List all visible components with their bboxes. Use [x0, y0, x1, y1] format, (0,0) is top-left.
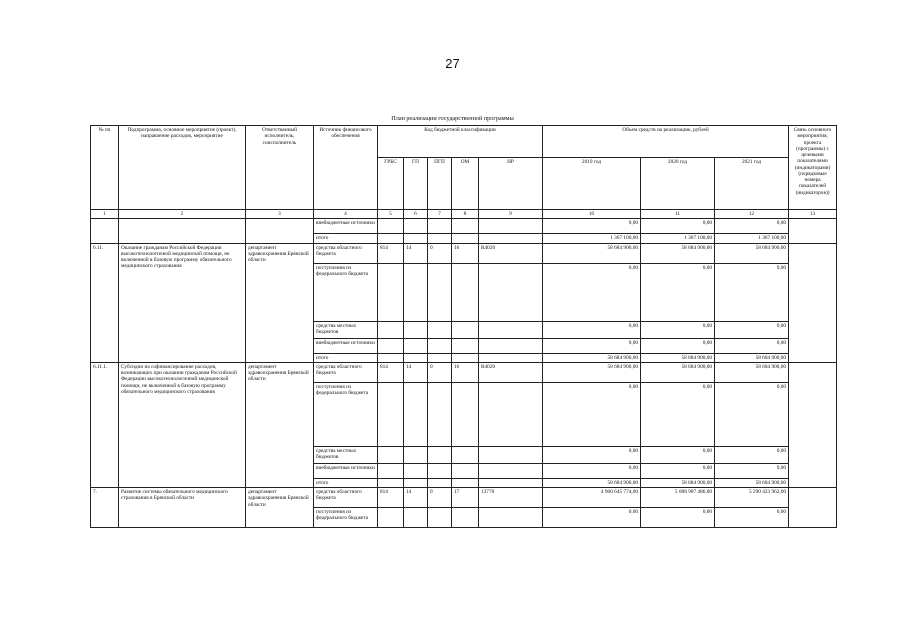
header-responsible: Ответственный исполнитель, соисполнитель	[246, 126, 314, 210]
header-2021: 2021 год	[715, 158, 789, 210]
cell-empty	[479, 353, 543, 362]
cell-empty	[378, 234, 404, 243]
cell-empty	[789, 488, 837, 528]
cell-empty	[404, 478, 428, 487]
value-2020: 0,00	[641, 382, 715, 446]
item-number: 6.11.	[91, 243, 119, 362]
value-2021: 0,00	[715, 219, 789, 234]
value-2021: 1 367 100,00	[715, 234, 789, 243]
cell-empty	[246, 219, 314, 243]
value-2019: 0,00	[543, 463, 641, 478]
cell-empty	[452, 263, 479, 321]
value-2019: 0,00	[543, 382, 641, 446]
item-number: 7.	[91, 488, 119, 528]
source-cell: внебюджетные источники	[314, 463, 378, 478]
source-cell: поступления из федерального бюджета	[314, 382, 378, 446]
source-cell: внебюджетные источники	[314, 338, 378, 353]
value-2019: 58 684 900,00	[543, 243, 641, 263]
cell-empty	[119, 219, 246, 243]
value-2020: 5 088 987 486,00	[641, 488, 715, 508]
cell-empty	[404, 508, 428, 528]
cell-empty	[789, 362, 837, 487]
header-om: ОМ	[452, 158, 479, 210]
cell-empty	[789, 243, 837, 362]
source-cell: средства местных бюджетов	[314, 446, 378, 463]
cell-empty	[479, 219, 543, 234]
header-bk-code: Код бюджетной классификации	[378, 126, 543, 158]
item-name: Субсидии на софинансирование расходов, возникающих при оказании гражданам Российской Федерации высокотехнологичной медицинской помощи, не включенной в базовую программу обязательного медицинского страхования	[119, 362, 246, 487]
cell-empty	[428, 463, 452, 478]
cell-empty	[404, 446, 428, 463]
value-2020: 0,00	[641, 338, 715, 353]
cell-empty	[404, 321, 428, 338]
code-nr: R4020	[479, 362, 543, 382]
item-responsible: департамент здравоохранения Брянской области	[246, 362, 314, 487]
page-number: 27	[445, 56, 460, 71]
cell-empty	[452, 321, 479, 338]
code-nr: 13770	[479, 488, 543, 508]
source-cell: итого	[314, 234, 378, 243]
cell-empty	[378, 446, 404, 463]
cell-empty	[428, 234, 452, 243]
cell-empty	[378, 353, 404, 362]
col-number: 11	[641, 210, 715, 219]
value-2021: 5 290 423 962,00	[715, 488, 789, 508]
col-number: 10	[543, 210, 641, 219]
col-number: 3	[246, 210, 314, 219]
code-grbs: 814	[378, 362, 404, 382]
cell-empty	[428, 478, 452, 487]
source-cell: средства местных бюджетов	[314, 321, 378, 338]
cell-empty	[479, 382, 543, 446]
cell-empty	[452, 478, 479, 487]
value-2021: 58 684 900,00	[715, 478, 789, 487]
header-2019: 2019 год	[543, 158, 641, 210]
cell-empty	[479, 463, 543, 478]
cell-empty	[428, 219, 452, 234]
value-2021: 0,00	[715, 321, 789, 338]
cell-empty	[404, 338, 428, 353]
table-row	[91, 243, 837, 263]
cell-empty	[428, 508, 452, 528]
cell-empty	[428, 382, 452, 446]
cell-empty	[404, 463, 428, 478]
col-number: 12	[715, 210, 789, 219]
cell-empty	[479, 508, 543, 528]
table-row	[91, 219, 837, 234]
value-2021: 0,00	[715, 463, 789, 478]
code-pgp: 0	[428, 362, 452, 382]
header-link: Связь основного мероприятия, проекта (программы) с целевыми показателями (индикаторами) (порядковые номера показателей (индикаторов))	[789, 126, 837, 210]
value-2019: 0,00	[543, 219, 641, 234]
header-gp: ГП	[404, 158, 428, 210]
value-2020: 0,00	[641, 263, 715, 321]
cell-empty	[378, 263, 404, 321]
value-2019: 0,00	[543, 263, 641, 321]
column-number-row	[91, 210, 837, 219]
cell-empty	[452, 446, 479, 463]
cell-empty	[452, 382, 479, 446]
cell-empty	[452, 219, 479, 234]
col-number: 6	[404, 210, 428, 219]
table-row	[91, 362, 837, 382]
cell-empty	[479, 321, 543, 338]
header-2020: 2020 год	[641, 158, 715, 210]
header-pgp: ПГП	[428, 158, 452, 210]
source-cell: итого	[314, 478, 378, 487]
col-number: 7	[428, 210, 452, 219]
value-2019: 58 684 900,00	[543, 478, 641, 487]
source-cell: поступления из федерального бюджета	[314, 508, 378, 528]
code-grbs: 814	[378, 243, 404, 263]
value-2019: 0,00	[543, 321, 641, 338]
cell-empty	[404, 353, 428, 362]
item-responsible: департамент здравоохранения Брянской области	[246, 488, 314, 528]
header-grbs: ГРБС	[378, 158, 404, 210]
cell-empty	[378, 508, 404, 528]
code-gp: 14	[404, 243, 428, 263]
cell-empty	[428, 446, 452, 463]
cell-empty	[428, 353, 452, 362]
value-2021: 0,00	[715, 508, 789, 528]
code-om: 16	[452, 243, 479, 263]
value-2020: 58 684 900,00	[641, 243, 715, 263]
cell-empty	[404, 234, 428, 243]
cell-empty	[378, 219, 404, 234]
code-gp: 14	[404, 362, 428, 382]
code-nr: R4020	[479, 243, 543, 263]
value-2020: 0,00	[641, 321, 715, 338]
cell-empty	[789, 219, 837, 243]
value-2019: 0,00	[543, 508, 641, 528]
value-2020: 58 684 900,00	[641, 478, 715, 487]
col-number: 9	[479, 210, 543, 219]
value-2020: 58 684 900,00	[641, 353, 715, 362]
value-2020: 58 684 900,00	[641, 362, 715, 382]
cell-empty	[479, 234, 543, 243]
cell-empty	[452, 338, 479, 353]
header-subprogram: Подпрограмма, основное мероприятие (проект), направление расходов, мероприятие	[119, 126, 246, 210]
value-2021: 58 684 900,00	[715, 362, 789, 382]
value-2020: 1 367 100,00	[641, 234, 715, 243]
header-volume: Объем средств на реализацию, рублей	[543, 126, 789, 158]
item-responsible: департамент здравоохранения Брянской области	[246, 243, 314, 362]
value-2020: 0,00	[641, 219, 715, 234]
code-pgp: 0	[428, 243, 452, 263]
header-source: Источник финансового обеспечения	[314, 126, 378, 210]
cell-empty	[378, 463, 404, 478]
cell-empty	[479, 478, 543, 487]
cell-empty	[479, 263, 543, 321]
value-2021: 0,00	[715, 338, 789, 353]
source-cell: средства областного бюджета	[314, 488, 378, 508]
cell-empty	[378, 382, 404, 446]
col-number: 2	[119, 210, 246, 219]
value-2019: 0,00	[543, 446, 641, 463]
value-2019: 58 684 900,00	[543, 362, 641, 382]
item-name: Оказание гражданам Российской Федерации высокотехнологичной медицинской помощи, не включенной в базовую программу обязательного медицинского страхования	[119, 243, 246, 362]
code-grbs: 814	[378, 488, 404, 508]
value-2019: 58 684 900,00	[543, 353, 641, 362]
value-2021: 0,00	[715, 263, 789, 321]
cell-empty	[428, 338, 452, 353]
cell-empty	[91, 219, 119, 243]
cell-empty	[404, 382, 428, 446]
cell-empty	[479, 446, 543, 463]
value-2020: 0,00	[641, 508, 715, 528]
source-cell: средства областного бюджета	[314, 362, 378, 382]
table-title: План реализации государственной программы	[391, 115, 514, 122]
col-number: 13	[789, 210, 837, 219]
header-no: № пп	[91, 126, 119, 210]
value-2021: 0,00	[715, 446, 789, 463]
source-cell: средства областного бюджета	[314, 243, 378, 263]
cell-empty	[404, 263, 428, 321]
cell-empty	[404, 219, 428, 234]
header-nr: НР	[479, 158, 543, 210]
cell-empty	[479, 338, 543, 353]
source-cell: внебюджетные источники	[314, 219, 378, 234]
value-2019: 1 367 100,00	[543, 234, 641, 243]
value-2021: 58 684 900,00	[715, 353, 789, 362]
cell-empty	[428, 321, 452, 338]
value-2021: 0,00	[715, 382, 789, 446]
cell-empty	[452, 463, 479, 478]
col-number: 5	[378, 210, 404, 219]
item-number: 6.11.1.	[91, 362, 119, 487]
value-2020: 0,00	[641, 463, 715, 478]
col-number: 8	[452, 210, 479, 219]
cell-empty	[452, 508, 479, 528]
col-number: 1	[91, 210, 119, 219]
value-2019: 0,00	[543, 338, 641, 353]
table-row	[91, 488, 837, 508]
code-om: 16	[452, 362, 479, 382]
code-pgp: 0	[428, 488, 452, 508]
cell-empty	[378, 338, 404, 353]
code-gp: 14	[404, 488, 428, 508]
header-row	[91, 126, 837, 158]
source-cell: поступления из федерального бюджета	[314, 263, 378, 321]
code-om: 17	[452, 488, 479, 508]
cell-empty	[428, 263, 452, 321]
value-2020: 0,00	[641, 446, 715, 463]
plan-table	[90, 125, 837, 528]
source-cell: итого	[314, 353, 378, 362]
cell-empty	[378, 321, 404, 338]
col-number: 4	[314, 210, 378, 219]
value-2019: 4 900 645 774,00	[543, 488, 641, 508]
cell-empty	[452, 353, 479, 362]
cell-empty	[452, 234, 479, 243]
value-2021: 58 684 900,00	[715, 243, 789, 263]
cell-empty	[378, 478, 404, 487]
item-name: Развитие системы обязательного медицинского страхования в Брянской области	[119, 488, 246, 528]
